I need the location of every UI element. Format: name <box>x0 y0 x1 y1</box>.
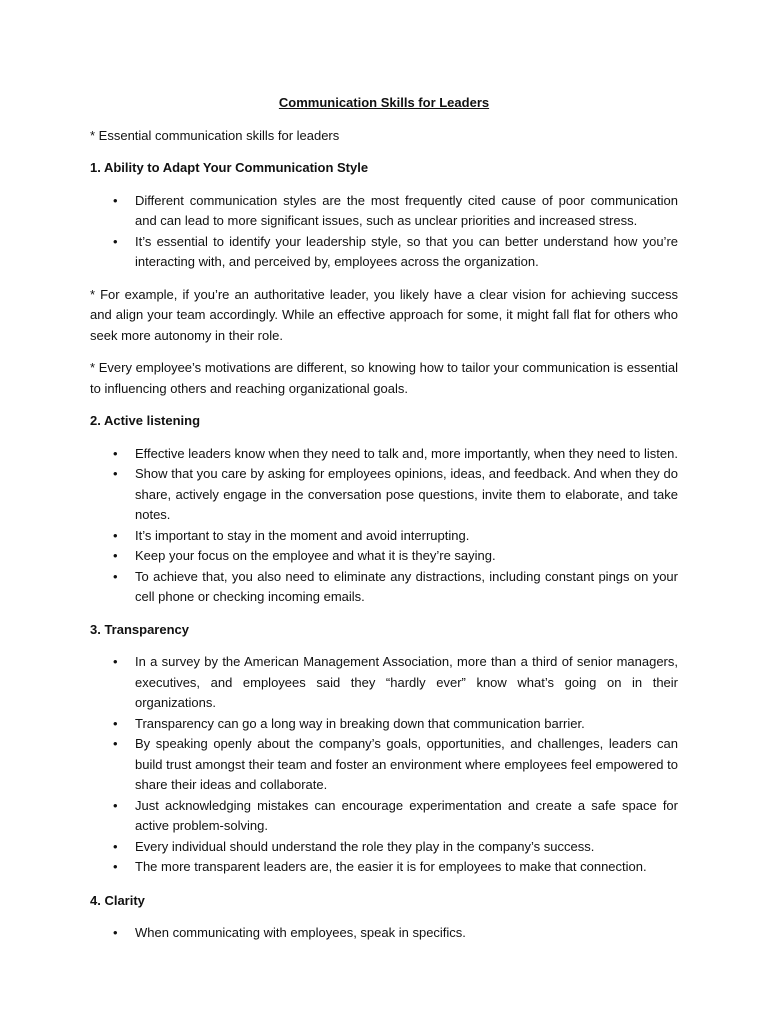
bullet-list-active-listening <box>90 444 678 608</box>
list-item-text: Different communication styles are the most frequently cited cause of poor communication and can lead to more significant issues, such as unclear priorities and increased stress. <box>135 192 678 228</box>
body-paragraph: * For example, if you’re an authoritative leader, you likely have a clear vision for achieving success and align your team accordingly. While an effective approach for some, it might fall flat for others who seek more autonomy in their role. <box>90 286 678 343</box>
body-paragraph: * Every employee’s motivations are different, so knowing how to tailor your communication is essential to influencing others and reaching organizational goals. <box>90 360 678 396</box>
bullet-icon: • <box>113 797 118 813</box>
bullet-icon: • <box>113 654 118 669</box>
list-item-text: Transparency can go a long way in breaking down that communication barrier. <box>135 715 585 731</box>
list-item <box>90 567 678 608</box>
list-item <box>90 464 678 526</box>
list-item <box>90 191 678 232</box>
intro-paragraph: * Essential communication skills for leaders <box>90 127 340 143</box>
section-heading-transparency: 3. Transparency <box>90 621 189 637</box>
section-heading-active-listening: 2. Active listening <box>90 413 201 428</box>
list-item-text: To achieve that, you also need to eliminate any distractions, including constant pings on your cell phone or checking incoming emails. <box>135 568 678 604</box>
bullet-icon: • <box>113 233 118 249</box>
list-item <box>90 444 678 465</box>
list-item-text: By speaking openly about the company’s goals, opportunities, and challenges, leaders can build trust amongst their team and foster an environment where employees feel empowered to share their ideas and collaborate. <box>135 736 678 792</box>
bullet-icon: • <box>113 548 118 563</box>
bullet-icon: • <box>113 838 118 854</box>
list-item <box>90 734 678 796</box>
bullet-icon: • <box>113 192 118 208</box>
list-item <box>90 714 678 735</box>
list-item-text: It’s important to stay in the moment and avoid interrupting. <box>135 527 470 543</box>
section-heading-clarity: 4. Clarity <box>90 892 145 908</box>
bullet-icon: • <box>113 527 118 543</box>
list-item-text: When communicating with employees, speak in specifics. <box>135 925 466 940</box>
bullet-icon: • <box>113 445 118 461</box>
list-item-text: Effective leaders know when they need to talk and, more importantly, when they need to listen. <box>135 445 678 461</box>
list-item-text: Just acknowledging mistakes can encourage experimentation and create a safe space for active problem-solving. <box>135 797 678 833</box>
document-title: Communication Skills for Leaders <box>278 95 490 110</box>
list-item <box>90 796 678 837</box>
bullet-icon: • <box>113 466 118 481</box>
list-item <box>90 652 678 714</box>
list-item-text: In a survey by the American Management Association, more than a third of senior managers, executives, and employees said they “hardly ever” know what’s going on in their organizations. <box>135 654 678 710</box>
bullet-icon: • <box>113 859 118 874</box>
section-heading-adapt-style: 1. Ability to Adapt Your Communication Style <box>90 160 369 175</box>
bullet-list-adapt-style <box>90 191 678 273</box>
list-item <box>90 923 678 944</box>
bullet-icon: • <box>113 568 118 584</box>
list-item <box>90 837 678 858</box>
bullet-list-transparency <box>90 652 678 878</box>
bullet-icon: • <box>113 925 118 940</box>
list-item <box>90 232 678 273</box>
list-item-text: Keep your focus on the employee and what it is they’re saying. <box>135 548 496 563</box>
list-item-text: Show that you care by asking for employees opinions, ideas, and feedback. And when they do share, actively engage in the conversation pose questions, invite them to elaborate, and take notes. <box>135 466 678 522</box>
bullet-icon: • <box>113 736 118 751</box>
list-item-text: Every individual should understand the role they play in the company’s success. <box>135 838 595 854</box>
list-item <box>90 546 678 567</box>
bullet-list-clarity <box>90 923 678 944</box>
list-item-text: It’s essential to identify your leadership style, so that you can better understand how you’re interacting with, and perceived by, employees across the organization. <box>135 233 678 269</box>
list-item <box>90 857 678 878</box>
list-item <box>90 526 678 547</box>
list-item-text: The more transparent leaders are, the easier it is for employees to make that connection. <box>135 859 647 874</box>
bullet-icon: • <box>113 715 118 731</box>
